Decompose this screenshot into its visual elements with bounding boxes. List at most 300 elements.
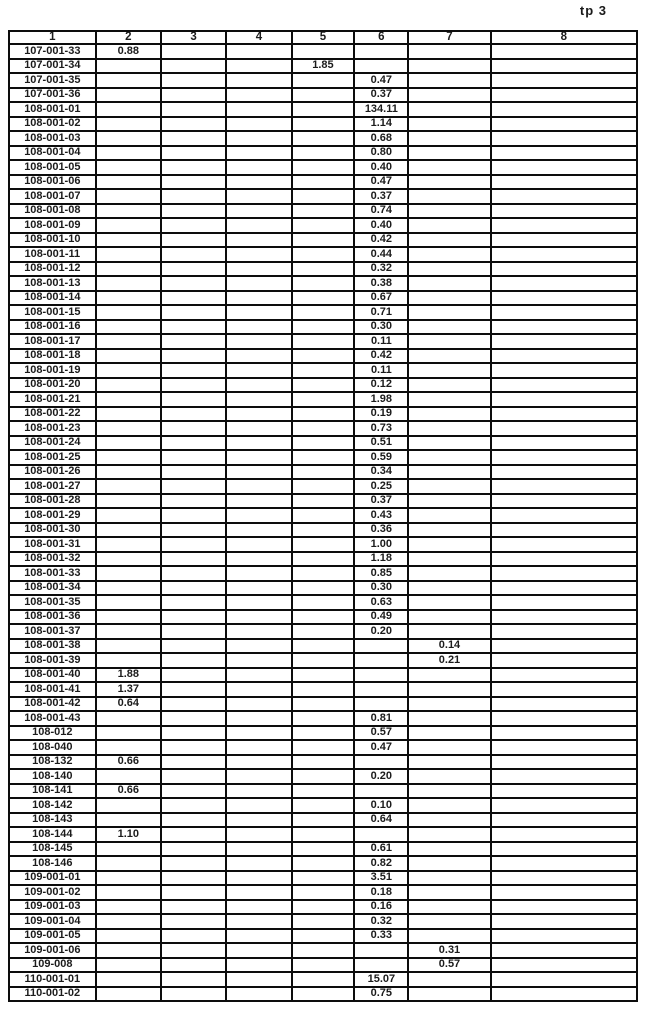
row-id-cell: 109-008 [9,958,96,973]
value-cell [161,827,226,842]
value-cell: 0.21 [408,653,490,668]
value-cell [96,972,161,987]
row-id-cell: 108-001-11 [9,247,96,262]
value-cell [491,378,637,393]
value-cell [161,436,226,451]
value-cell [491,146,637,161]
value-cell [292,697,355,712]
value-cell: 0.37 [354,189,408,204]
value-cell [491,436,637,451]
column-header-1: 1 [9,31,96,44]
value-cell: 0.64 [354,813,408,828]
value-cell [226,378,291,393]
row-id-cell: 108-144 [9,827,96,842]
value-cell [96,465,161,480]
value-cell [491,769,637,784]
value-cell [226,639,291,654]
value-cell [491,479,637,494]
value-cell: 0.42 [354,233,408,248]
value-cell [96,769,161,784]
value-cell [408,392,490,407]
table-body [9,44,637,1001]
value-cell: 1.88 [96,668,161,683]
value-cell: 1.14 [354,117,408,132]
value-cell [96,479,161,494]
table-row [9,885,637,900]
row-id-cell: 108-145 [9,842,96,857]
value-cell [408,624,490,639]
row-id-cell: 108-001-39 [9,653,96,668]
value-cell: 1.37 [96,682,161,697]
value-cell [226,494,291,509]
value-cell [292,639,355,654]
value-cell [491,465,637,480]
row-id-cell: 108-140 [9,769,96,784]
value-cell [161,479,226,494]
table-row [9,189,637,204]
value-cell [96,291,161,306]
row-id-cell: 108-001-41 [9,682,96,697]
row-id-cell: 108-001-26 [9,465,96,480]
value-cell [292,494,355,509]
value-cell [491,392,637,407]
value-cell [226,88,291,103]
column-header-8: 8 [491,31,637,44]
value-cell [96,146,161,161]
value-cell [226,262,291,277]
value-cell: 0.47 [354,740,408,755]
value-cell: 0.11 [354,363,408,378]
row-id-cell: 108-141 [9,784,96,799]
value-cell [408,88,490,103]
value-cell [161,117,226,132]
table-row [9,247,637,262]
value-cell [96,581,161,596]
value-cell [226,102,291,117]
value-cell [491,247,637,262]
value-cell [292,349,355,364]
value-cell [408,697,490,712]
table-row [9,697,637,712]
value-cell [96,349,161,364]
value-cell: 0.12 [354,378,408,393]
value-cell: 0.73 [354,421,408,436]
row-id-cell: 108-001-42 [9,697,96,712]
value-cell [226,146,291,161]
value-cell [408,523,490,538]
value-cell: 0.82 [354,856,408,871]
column-header-4: 4 [226,31,291,44]
value-cell [161,958,226,973]
value-cell [226,291,291,306]
column-header-3: 3 [161,31,226,44]
value-cell [292,755,355,770]
value-cell [226,668,291,683]
value-cell [96,117,161,132]
value-cell [161,363,226,378]
value-cell [226,871,291,886]
table-row [9,653,637,668]
row-id-cell: 107-001-33 [9,44,96,59]
value-cell [491,914,637,929]
table-row [9,566,637,581]
value-cell [161,914,226,929]
value-cell [161,218,226,233]
value-cell [161,44,226,59]
row-id-cell: 108-001-07 [9,189,96,204]
value-cell [408,682,490,697]
value-cell: 0.37 [354,88,408,103]
table-row [9,276,637,291]
value-cell [408,465,490,480]
value-cell [408,44,490,59]
value-cell [292,291,355,306]
value-cell [96,320,161,335]
value-cell [161,668,226,683]
table-row [9,682,637,697]
value-cell [408,668,490,683]
value-cell [354,59,408,74]
value-cell [292,479,355,494]
value-cell [161,392,226,407]
row-id-cell: 108-001-18 [9,349,96,364]
row-id-cell: 108-012 [9,726,96,741]
value-cell [491,450,637,465]
table-row [9,755,637,770]
row-id-cell: 109-001-06 [9,943,96,958]
value-cell [226,566,291,581]
value-cell [161,160,226,175]
table-row [9,131,637,146]
value-cell [226,334,291,349]
value-cell [161,276,226,291]
value-cell [161,146,226,161]
value-cell [161,769,226,784]
value-cell [491,349,637,364]
value-cell [292,842,355,857]
value-cell [161,407,226,422]
value-cell [226,59,291,74]
value-cell [226,987,291,1002]
value-cell: 0.38 [354,276,408,291]
value-cell [161,465,226,480]
value-cell [96,798,161,813]
table-row [9,508,637,523]
table-row [9,929,637,944]
value-cell [491,610,637,625]
value-cell [161,566,226,581]
value-cell [491,740,637,755]
value-cell [226,508,291,523]
value-cell [292,827,355,842]
value-cell [226,755,291,770]
value-cell [292,856,355,871]
value-cell [491,305,637,320]
value-cell [226,305,291,320]
value-cell [408,842,490,857]
value-cell [408,276,490,291]
value-cell: 0.66 [96,784,161,799]
row-id-cell: 108-132 [9,755,96,770]
value-cell [408,755,490,770]
value-cell [226,233,291,248]
value-cell [226,320,291,335]
value-cell [292,363,355,378]
row-id-cell: 108-001-21 [9,392,96,407]
value-cell [226,653,291,668]
value-cell [226,117,291,132]
row-id-cell: 109-001-05 [9,929,96,944]
value-cell: 0.64 [96,697,161,712]
row-id-cell: 108-001-28 [9,494,96,509]
value-cell [292,44,355,59]
value-cell [96,175,161,190]
value-cell [226,595,291,610]
table-row [9,44,637,59]
value-cell [96,856,161,871]
row-id-cell: 108-001-31 [9,537,96,552]
value-cell [408,305,490,320]
value-cell: 1.00 [354,537,408,552]
value-cell [96,929,161,944]
table-row [9,204,637,219]
row-id-cell: 108-001-23 [9,421,96,436]
value-cell [292,726,355,741]
value-cell [408,610,490,625]
value-cell [408,146,490,161]
value-cell [408,784,490,799]
value-cell [226,697,291,712]
value-cell [408,813,490,828]
table-row [9,407,637,422]
value-cell [292,987,355,1002]
value-cell [292,610,355,625]
value-cell [161,262,226,277]
row-id-cell: 108-146 [9,856,96,871]
value-cell [491,552,637,567]
value-cell: 0.47 [354,175,408,190]
value-cell [161,175,226,190]
value-cell [226,726,291,741]
table-row [9,914,637,929]
row-id-cell: 108-001-14 [9,291,96,306]
value-cell [491,523,637,538]
value-cell [96,595,161,610]
value-cell [226,131,291,146]
value-cell [226,842,291,857]
value-cell [491,102,637,117]
table-row [9,726,637,741]
value-cell [354,958,408,973]
value-cell [226,189,291,204]
value-cell [491,639,637,654]
value-cell [96,639,161,654]
value-cell [292,740,355,755]
row-id-cell: 110-001-01 [9,972,96,987]
value-cell [161,102,226,117]
value-cell [292,943,355,958]
value-cell: 0.33 [354,929,408,944]
table-row [9,88,637,103]
value-cell [354,668,408,683]
value-cell [408,552,490,567]
value-cell: 15.07 [354,972,408,987]
value-cell [354,697,408,712]
value-cell [292,523,355,538]
value-cell [226,465,291,480]
row-id-cell: 108-001-30 [9,523,96,538]
value-cell [491,537,637,552]
row-id-cell: 108-001-16 [9,320,96,335]
value-cell [408,479,490,494]
value-cell [491,204,637,219]
value-cell [96,958,161,973]
value-cell [354,943,408,958]
value-cell [226,436,291,451]
page-number-label: tp 3 [579,3,607,18]
value-cell [161,798,226,813]
row-id-cell: 108-001-38 [9,639,96,654]
value-cell [408,827,490,842]
row-id-cell: 108-001-25 [9,450,96,465]
value-cell [408,262,490,277]
row-id-cell: 108-001-09 [9,218,96,233]
table-row [9,305,637,320]
value-cell [292,146,355,161]
value-cell [408,929,490,944]
table-row [9,450,637,465]
value-cell [408,204,490,219]
table-row [9,581,637,596]
value-cell [161,624,226,639]
value-cell [491,291,637,306]
value-cell [226,682,291,697]
row-id-cell: 108-142 [9,798,96,813]
value-cell [292,813,355,828]
value-cell: 0.81 [354,711,408,726]
value-cell [292,885,355,900]
value-cell [292,566,355,581]
value-cell [96,204,161,219]
value-cell [408,436,490,451]
value-cell [292,131,355,146]
row-id-cell: 108-001-29 [9,508,96,523]
value-cell [292,204,355,219]
row-id-cell: 108-001-03 [9,131,96,146]
value-cell [226,349,291,364]
value-cell [226,856,291,871]
value-cell [292,378,355,393]
table-row [9,494,637,509]
value-cell: 3.51 [354,871,408,886]
table-row [9,784,637,799]
value-cell [408,595,490,610]
value-cell [408,131,490,146]
value-cell [226,929,291,944]
value-cell [292,218,355,233]
value-cell [96,59,161,74]
value-cell [491,363,637,378]
value-cell [226,73,291,88]
value-cell [96,160,161,175]
value-cell [161,523,226,538]
value-cell [161,842,226,857]
value-cell [292,233,355,248]
value-cell [491,726,637,741]
value-cell: 0.34 [354,465,408,480]
table-row [9,740,637,755]
row-id-cell: 108-040 [9,740,96,755]
value-cell [491,711,637,726]
table-row [9,972,637,987]
value-cell [491,624,637,639]
value-cell [96,726,161,741]
value-cell [226,407,291,422]
value-cell [491,987,637,1002]
value-cell [408,900,490,915]
value-cell [161,421,226,436]
value-cell [161,508,226,523]
value-cell [491,566,637,581]
row-id-cell: 107-001-34 [9,59,96,74]
value-cell [161,740,226,755]
value-cell: 0.51 [354,436,408,451]
row-id-cell: 108-001-02 [9,117,96,132]
value-cell [354,784,408,799]
value-cell: 0.11 [354,334,408,349]
value-cell [408,291,490,306]
value-cell [226,247,291,262]
row-id-cell: 108-001-06 [9,175,96,190]
table-row [9,537,637,552]
value-cell [96,88,161,103]
value-cell: 0.57 [354,726,408,741]
value-cell [96,407,161,422]
table-row [9,769,637,784]
value-cell [226,610,291,625]
value-cell [491,421,637,436]
value-cell: 0.40 [354,218,408,233]
value-cell: 0.67 [354,291,408,306]
table-row [9,102,637,117]
value-cell: 1.18 [354,552,408,567]
table-row [9,827,637,842]
value-cell [161,653,226,668]
row-id-cell: 108-001-36 [9,610,96,625]
column-header-6: 6 [354,31,408,44]
value-cell [161,610,226,625]
value-cell: 0.18 [354,885,408,900]
value-cell: 0.63 [354,595,408,610]
table-row [9,146,637,161]
value-cell [408,363,490,378]
value-cell [292,900,355,915]
value-cell: 134.11 [354,102,408,117]
value-cell [354,682,408,697]
value-cell [292,247,355,262]
value-cell [161,639,226,654]
table-row [9,436,637,451]
value-cell [491,755,637,770]
table-row [9,392,637,407]
value-cell [491,653,637,668]
value-cell [161,697,226,712]
value-cell [161,987,226,1002]
header-row [9,31,637,44]
row-id-cell: 109-001-01 [9,871,96,886]
value-cell [292,320,355,335]
value-cell [491,44,637,59]
